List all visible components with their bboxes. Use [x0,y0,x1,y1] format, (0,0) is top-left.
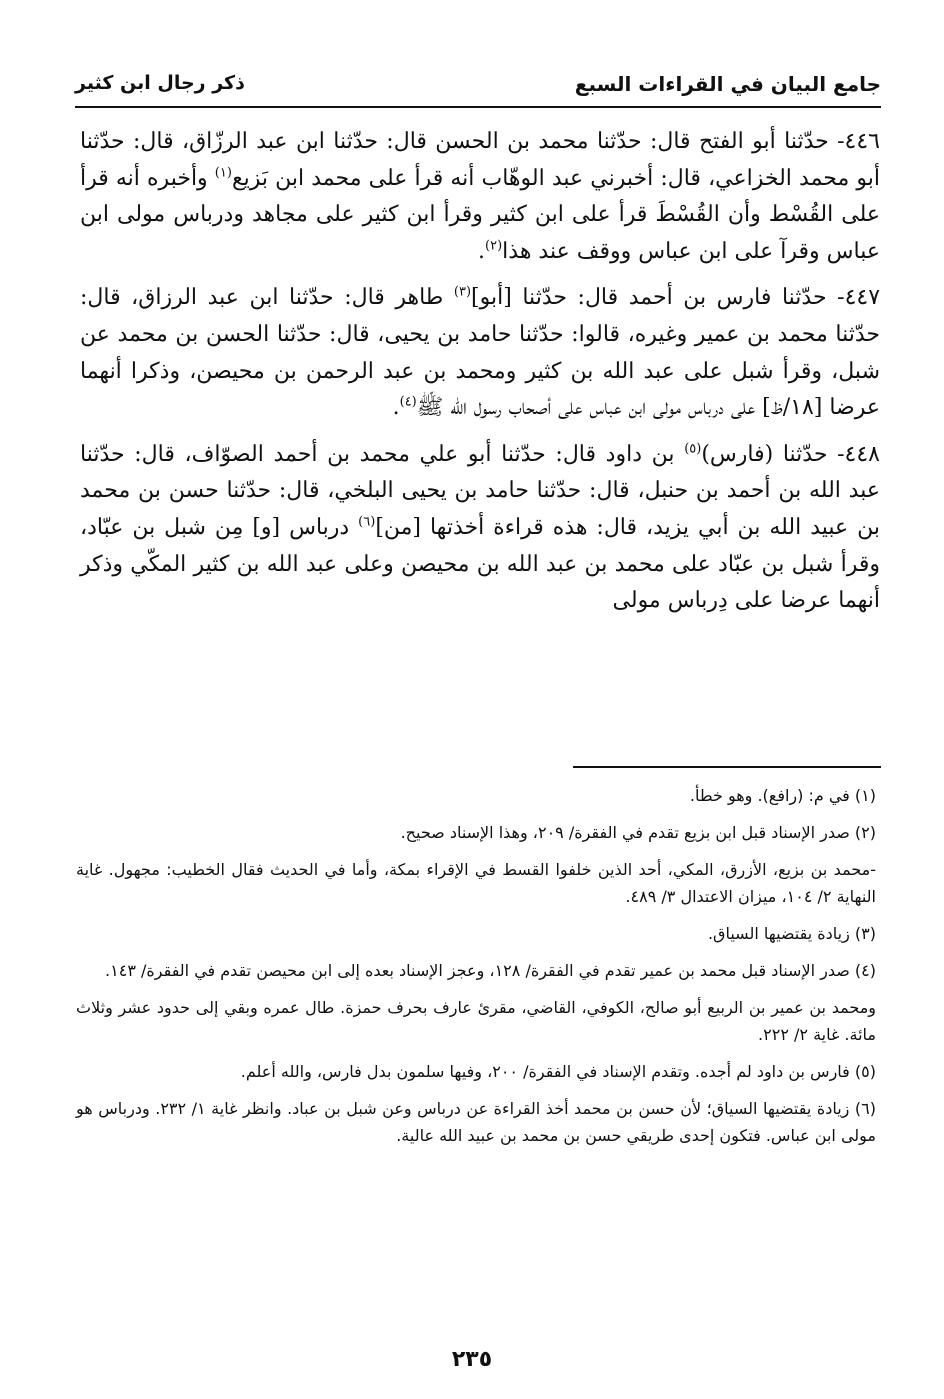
footnote-ref[interactable]: (٥) [684,441,702,457]
footnote-4: (٤) صدر الإسناد قبل محمد بن عمير تقدم في الفقرة/ ١٢٨، وعجز الإسناد بعده إلى ابن محيصن تقدم في الفقرة/ ١٤٣. [105,961,876,980]
page-number: ٢٣٥ [451,1347,493,1372]
footnote-5: (٥) فارس بن داود لم أجده. وتقدم الإسناد في الفقرة/ ٢٠٠، وفيها سلمون بدل فارس، والله أعلم. [240,1062,876,1081]
footnote-ref[interactable]: (٢) [485,238,503,254]
footnote-2: (٢) صدر الإسناد قبل ابن بزيع تقدم في الفقرة/ ٢٠٩، وهذا الإسناد صحيح. [400,823,876,842]
chapter-title: ذكر رجال ابن كثير [75,72,245,94]
footnote-6: (٦) زيادة يقتضيها السياق؛ لأن حسن بن محمد أخذ القراءة عن درباس وعن شبل بن عباد. وانظر غاية ١/ ٢٣٢. ودرباس هو مولى ابن عباس. فتكون إحدى طريقي حسن بن محمد بن عبيد الله عالية. [76,1099,877,1145]
footnote-ref[interactable]: (٦) [358,514,376,530]
running-header [75,68,881,108]
paragraph-text: وأخبره أنه قرأ على القُسْط وأن القُسْطَ قرأ على ابن كثير وقرأ ابن كثير على مجاهد ودرباس مولى ابن عباس وقرآ على ابن عباس ووقف عند هذا [80,165,880,264]
footnotes [76,782,876,1159]
paragraph-number: ٤٤٦- [837,129,880,154]
paragraph-text: بن داود قال: حدّثنا أبو علي محمد بن أحمد الصوّاف، قال: حدّثنا عبد الله بن أحمد بن حنبل، قال: حدّثنا حامد بن يحيى البلخي، قال: حدّثنا حسن بن محمد بن عبيد الله بن أبي يزيد، قال: هذه قراءة أخذتها [من] [80,441,880,540]
footnote-4-continued: ومحمد بن عمير بن الربيع أبو صالح، الكوفي، القاضي، مقرئ عارف بحرف حمزة. طال عمره وبقي إلى حدود عشر وثلاث مائة. غاية ٢/ ٢٢٢. [76,998,876,1044]
main-text [80,124,880,630]
paragraph-text: درباس [و] مِن شبل بن عبّاد، وقرأ شبل بن عبّاد على محمد بن عبد الله بن محيصن وعلى عبد الله بن كثير المكّي وذكر أنهما عرضا على دِرباس مولى [80,514,880,614]
footnote-2-continued: -محمد بن بزيع، الأزرق، المكي، أحد الذين خلفوا القسط في الإقراء بمكة، وأما في الحديث فقال الخطيب: مجهول. غاية النهاية ٢/ ١٠٤، ميزان الاعتدال ٣/ ٤٨٩. [76,860,876,906]
paragraph-447 [80,280,880,426]
paragraph-text: . [478,238,486,264]
footnote-ref[interactable]: (٤) [399,394,417,410]
paragraph-text: حدّثنا فارس بن أحمد قال: حدّثنا [أبو] [471,285,838,311]
paragraph-text: طاهر قال: حدّثنا ابن عبد الرزاق، قال: حدّثنا محمد بن عمير وغيره، قالوا: حدّثنا حامد بن يحيى، قال: حدّثنا الحسن بن محمد عن شبل، وقرأ شبل على عبد الله بن كثير ومحمد بن عبد الرحمن بن محيصن، وذكرا أنهما عرضا [١٨/ظ] على درباس مولى ابن عباس على أصحاب رسول الله ﷺ [80,285,880,421]
footnote-ref[interactable]: (٣) [453,285,472,301]
footnote-separator [573,766,881,768]
paragraph-number: ٤٤٧- [837,285,881,311]
paragraph-446 [80,124,880,270]
paragraph-text: حدّثنا أبو الفتح قال: حدّثنا محمد بن الحسن قال: حدّثنا ابن عبد الرزّاق، قال: حدّثنا أبو محمد الخزاعي، قال: أخبرني عبد الوهّاب أنه قرأ على محمد ابن بَزيع [80,129,880,191]
header-rule [75,106,881,108]
footnote-1: (١) في م: (رافع). وهو خطأ. [689,786,876,805]
paragraph-text: . [392,395,400,421]
book-title: جامع البيان في القراءات السبع [574,72,881,96]
paragraph-number: ٤٤٨- [837,441,880,467]
footnote-ref[interactable]: (١) [214,165,232,181]
footnote-3: (٣) زيادة يقتضيها السياق. [707,924,876,943]
paragraph-448 [80,437,880,620]
paragraph-text: حدّثنا (فارس) [701,441,838,467]
